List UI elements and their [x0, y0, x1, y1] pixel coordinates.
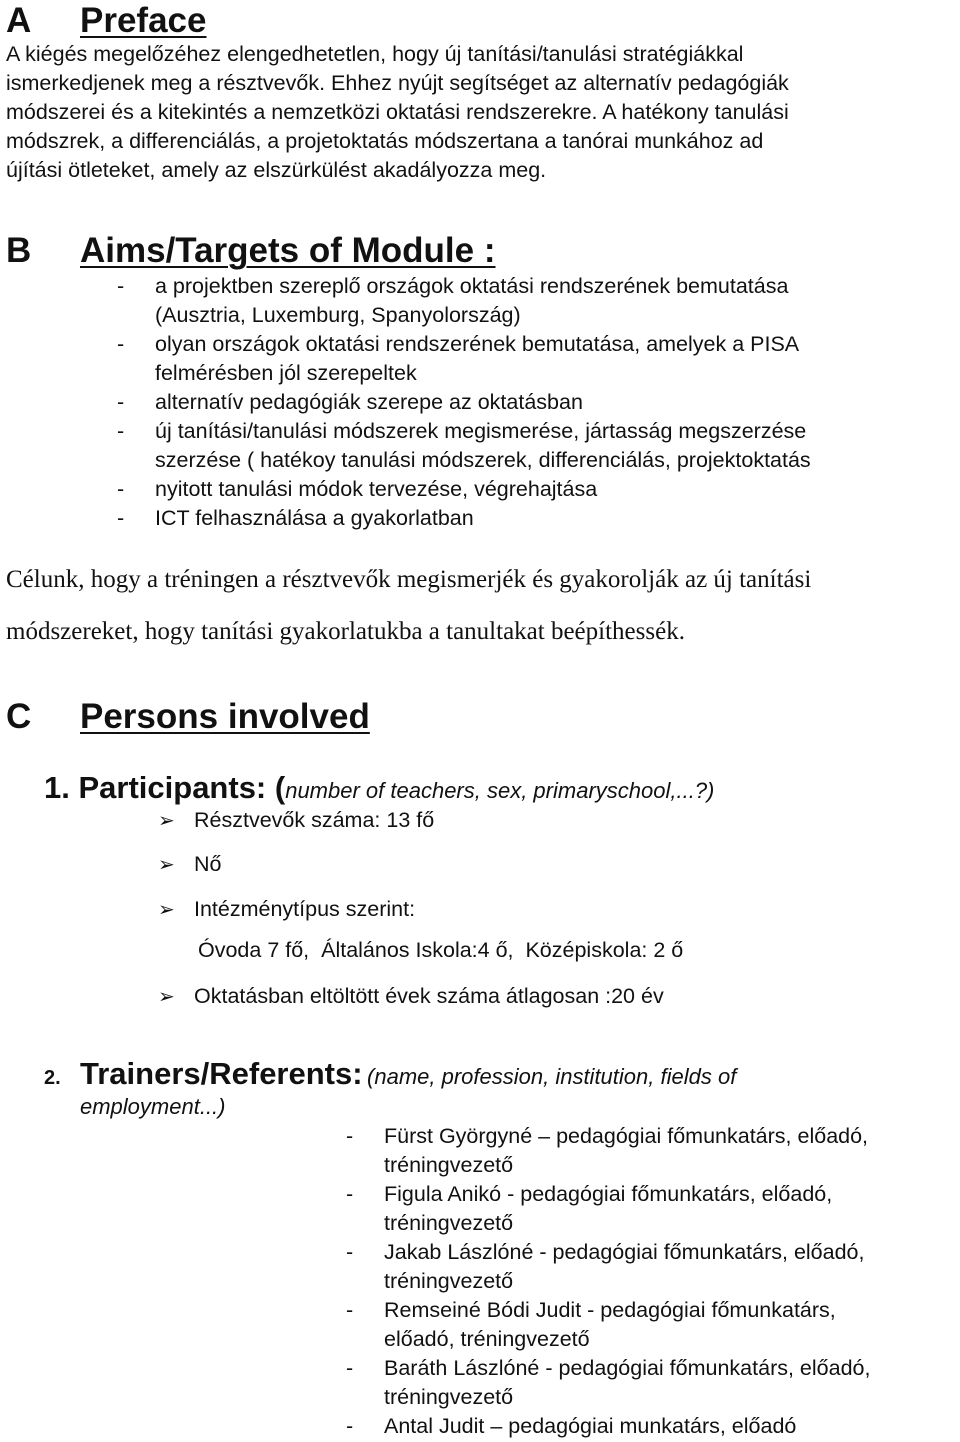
list-item: - ICT felhasználása a gyakorlatban [117, 506, 474, 530]
paragraph-line: módszerei és a kitekintés a nemzetközi oktatási rendszerekre. A hatékony tanulási [6, 100, 789, 124]
list-item: - nyitott tanulási módok tervezése, végrehajtása [117, 477, 598, 501]
list-item-continuation: tréningvezető [384, 1385, 514, 1409]
arrow-bullet-icon: ➢ [158, 810, 175, 832]
list-item-continuation: tréningvezető [384, 1269, 514, 1293]
section-letter: C [6, 697, 32, 736]
list-item-continuation: szerzése ( hatékoy tanulási módszerek, differenciálás, projektoktatás [155, 448, 811, 472]
trainers-note-cont: employment...) [80, 1094, 226, 1119]
paragraph-line: újítási ötleteket, amely az elszürkülést akadályozza meg. [6, 158, 547, 182]
trainers-title: Trainers/Referents: [80, 1056, 363, 1091]
participants-note: number of teachers, sex, primaryschool,...?) [285, 778, 715, 803]
list-item: - Baráth Lászlóné - pedagógiai főmunkatárs, előadó, [346, 1356, 871, 1380]
list-item: - Fürst Györgyné – pedagógiai főmunkatárs, előadó, [346, 1124, 869, 1148]
list-item-continuation: felmérésben jól szerepeltek [155, 361, 417, 385]
trainers-list [346, 1122, 870, 1441]
section-title: Aims/Targets of Module : [80, 231, 496, 270]
list-item: - olyan országok oktatási rendszerének bemutatása, amelyek a PISA [117, 332, 800, 356]
section-title: Persons involved [80, 697, 370, 736]
list-item-continuation: előadó, tréningvezető [384, 1327, 590, 1351]
list-item-continuation: tréningvezető [384, 1211, 514, 1235]
participant-item: ➢ Résztvevők száma: 13 fő [158, 806, 434, 836]
arrow-bullet-icon: ➢ [158, 986, 175, 1008]
institution-breakdown: Óvoda 7 fő, Általános Iskola:4 ő, Középiskola: 2 ő [198, 938, 684, 962]
trainers-note: (name, profession, institution, fields of [367, 1064, 737, 1089]
list-item: - Figula Anikó - pedagógiai főmunkatárs, előadó, [346, 1182, 833, 1206]
list-item-continuation: (Ausztria, Luxemburg, Spanyolország) [155, 303, 521, 327]
participant-item: ➢ Oktatásban eltöltött évek száma átlagosan :20 év [158, 982, 664, 1012]
section-a-heading [6, 2, 206, 40]
list-item: - Jakab Lászlóné - pedagógiai főmunkatárs, előadó, [346, 1240, 865, 1264]
trainers-number: 2. [44, 1067, 61, 1089]
arrow-bullet-icon: ➢ [158, 899, 175, 921]
list-item: - a projektben szereplő országok oktatási rendszerének bemutatása [117, 274, 789, 298]
preface-paragraph [6, 40, 789, 185]
participants-title: Participants: ( [78, 770, 286, 805]
section-c-heading [6, 698, 370, 736]
section-title: Preface [80, 1, 207, 40]
participant-item: ➢ Nő [158, 850, 221, 880]
participant-item: ➢ Intézménytípus szerint: [158, 895, 415, 925]
section-letter: A [6, 1, 32, 40]
list-item: - alternatív pedagógiák szerepe az oktatásban [117, 390, 583, 414]
paragraph-line: ismerkedjenek meg a résztvevők. Ehhez nyújt segítséget az alternatív pedagógiák [6, 71, 789, 95]
list-item: - Remseiné Bódi Judit - pedagógiai főmunkatárs, [346, 1298, 836, 1322]
participants-number: 1. [44, 770, 70, 805]
list-item: - Antal Judit – pedagógiai munkatárs, előadó [346, 1414, 797, 1438]
participants-heading [44, 770, 714, 806]
section-letter: B [6, 231, 32, 270]
arrow-bullet-icon: ➢ [158, 854, 175, 876]
paragraph-line: A kiégés megelőzéhez elengedhetetlen, hogy új tanítási/tanulási stratégiákkal [6, 42, 744, 66]
list-item-continuation: tréningvezető [384, 1153, 514, 1177]
paragraph-line: módszrek, a differenciálás, a projetoktatás módszertana a tanórai munkához ad [6, 129, 764, 153]
section-b-heading [6, 232, 496, 270]
goal-line: módszereket, hogy tanítási gyakorlatukba a tanultakat beépíthessék. [6, 618, 685, 645]
list-item: - új tanítási/tanulási módszerek megismerése, jártasság megszerzése [117, 419, 807, 443]
trainers-heading [44, 1056, 736, 1092]
aims-list [117, 272, 811, 533]
goal-line: Célunk, hogy a tréningen a résztvevők megismerjék és gyakorolják az új tanítási [6, 566, 812, 593]
